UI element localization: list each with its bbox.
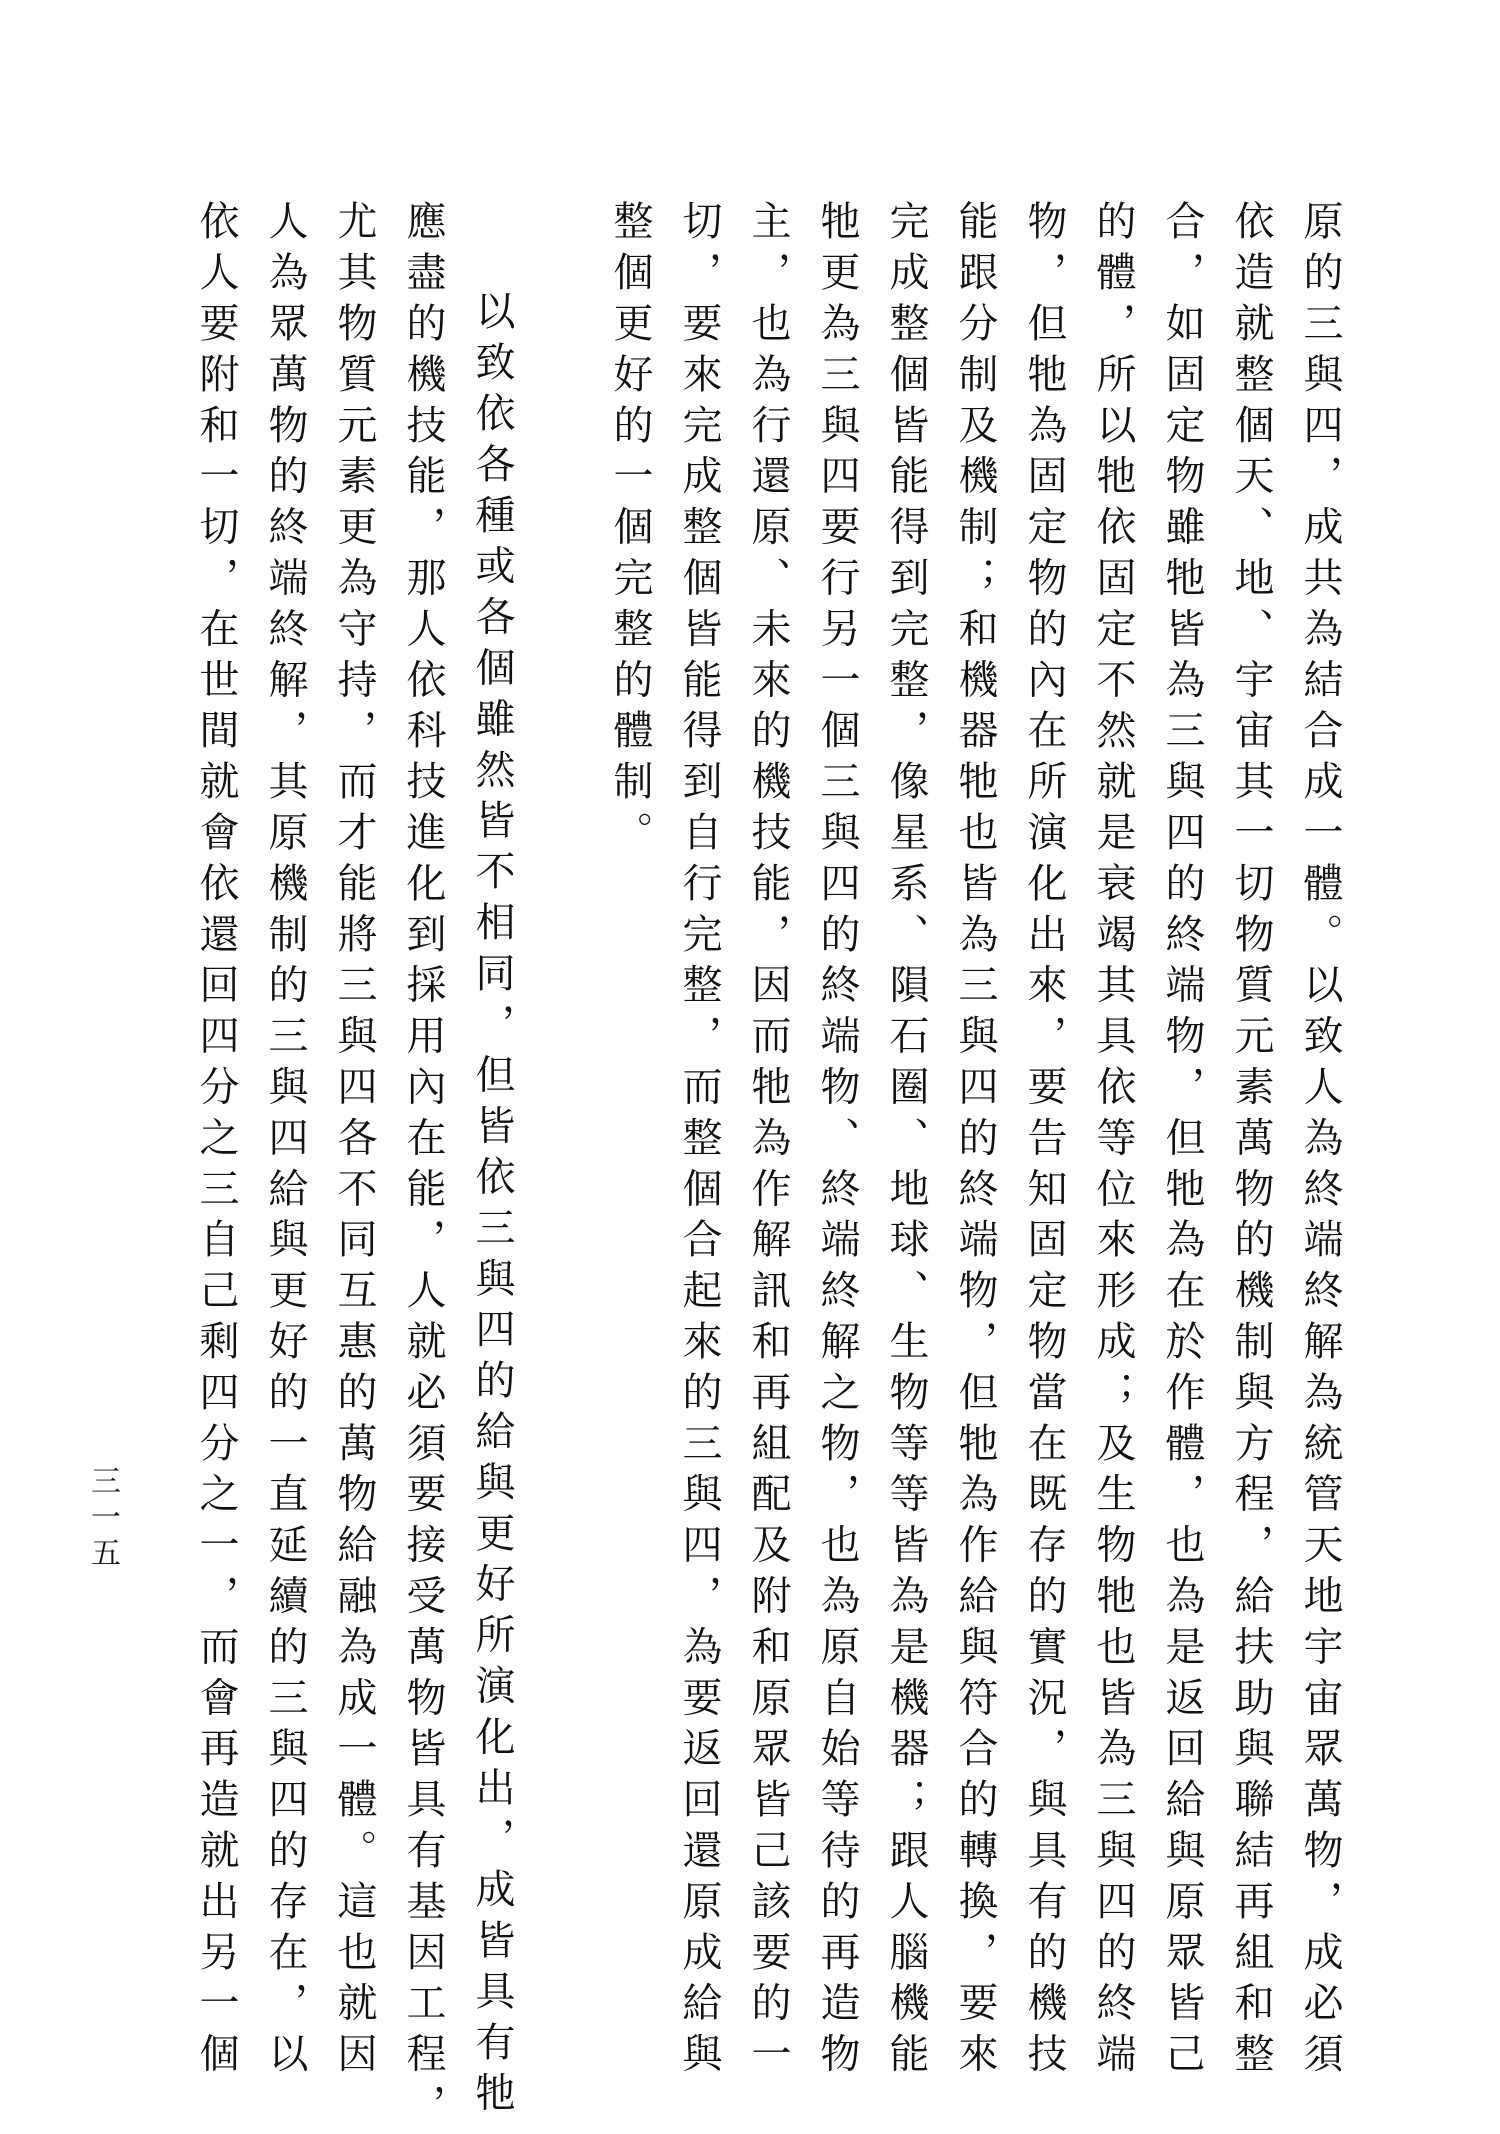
text-column-8: 牠更為三與四要行另一個三與四的終端物、終端終解之物，也為原自始等待的再造物 [814,200,860,2084]
text-column-7: 完成整個皆能得到完整，像星系、隕石圈、地球、生物等等皆為是機器；跟人腦機能 [883,200,929,2084]
text-column-15: 人為眾萬物的終端終解，其原機制的三與四給與更好的一直延續的三與四的存在，以 [262,200,308,2084]
text-column-2: 依造就整個天、地、宇宙其一切物質元素萬物的機制與方程，給扶助與聯結再組和整 [1228,200,1274,2084]
text-column-6: 能跟分制及機制；和機器牠也皆為三與四的終端物，但牠為作給與符合的轉換，要來 [952,200,998,2084]
text-column-5: 物，但牠為固定物的內在所演化出來，要告知固定物當在既存的實況，與具有的機技 [1021,200,1067,2084]
text-column-9: 主，也為行還原、未來的機技能，因而牠為作解訊和再組配及附和原眾皆己該要的一 [745,200,791,2084]
text-column-4: 的體，所以牠依固定不然就是衰竭其具依等位來形成；及生物牠也皆為三與四的終端 [1090,200,1136,2084]
text-column-14: 尤其物質元素更為守持，而才能將三與四各不同互惠的萬物給融為成一體。這也就因 [331,200,377,2084]
text-column-10: 切，要來完成整個皆能得到自行完整，而整個合起來的三與四，為要返回還原成給與 [676,200,722,2084]
text-column-1: 原的三與四，成共為結合成一體。以致人為終端終解為統管天地宇宙眾萬物，成必須 [1297,200,1343,2084]
text-column-12: 以致依各種或各個雖然皆不相同，但皆依三與四的給與更好所演化出，成皆具有牠 [469,290,515,2123]
page-number: 三一五 [85,1465,120,1573]
text-column-16: 依人要附和一切，在世間就會依還回四分之三自己剩四分之一，而會再造就出另一個 [193,200,239,2084]
text-column-11: 整個更好的一個完整的體制。 [607,200,653,862]
text-column-13: 應盡的機技能，那人依科技進化到採用內在能，人就必須要接受萬物皆具有基因工程， [400,200,446,2134]
text-column-3: 合，如固定物雖牠皆為三與四的終端物，但牠為在於作體，也為是返回給與原眾皆己 [1159,200,1205,2084]
